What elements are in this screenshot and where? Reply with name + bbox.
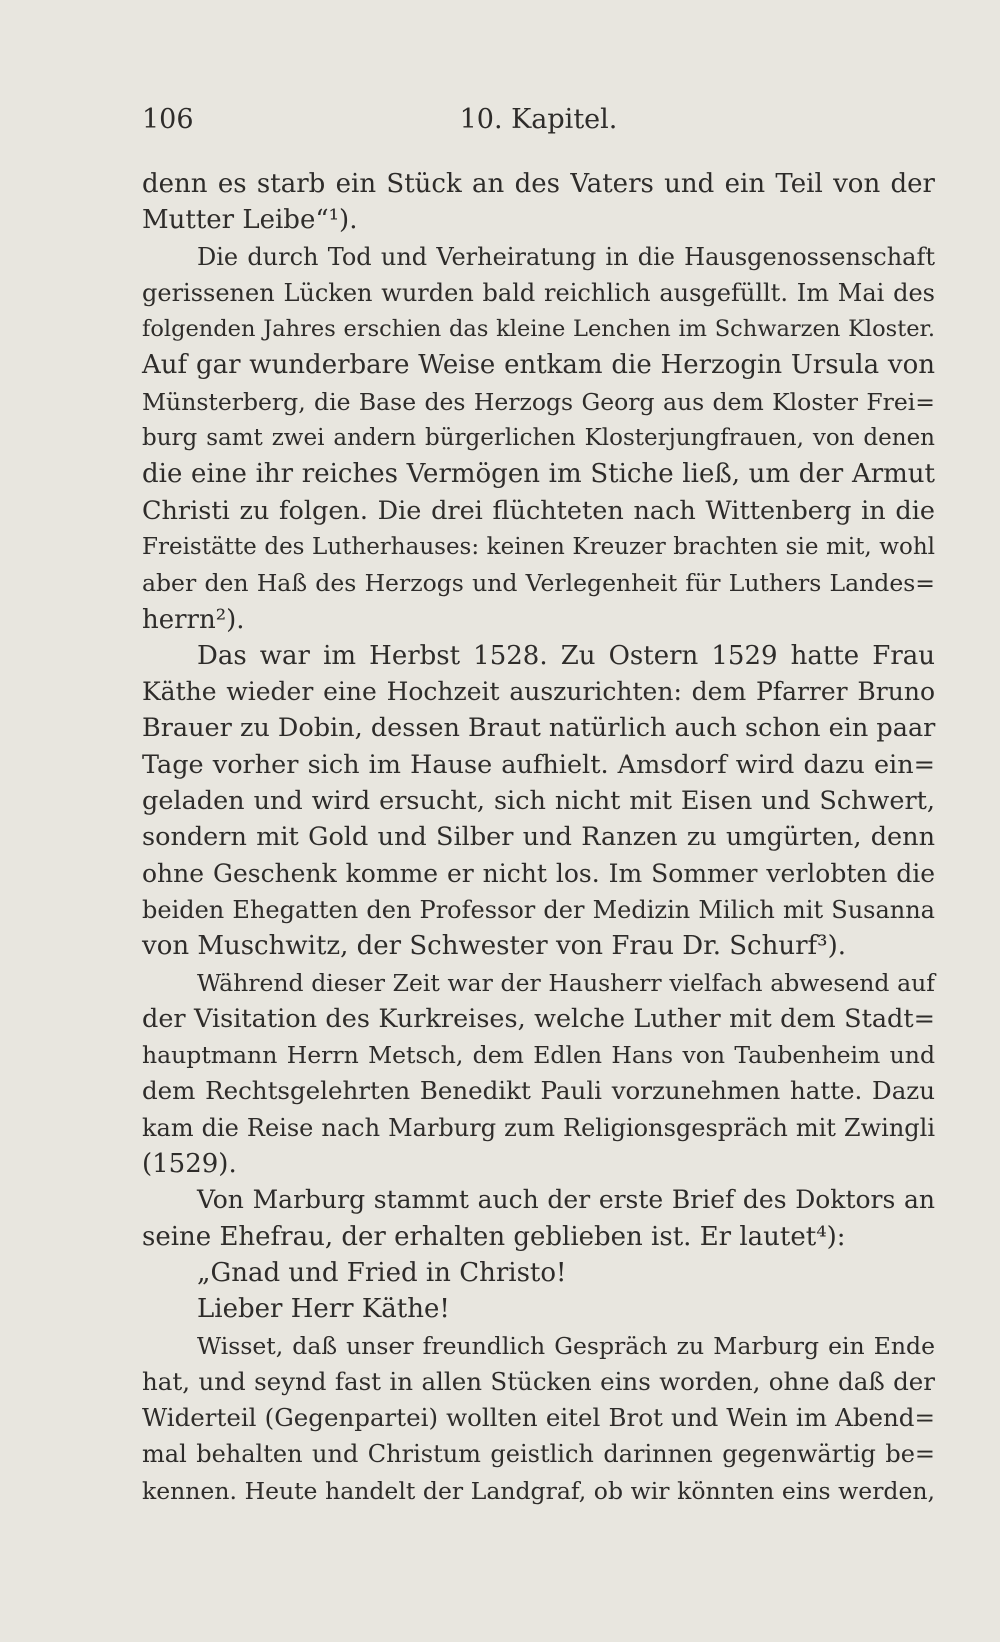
text-line: burg samt zwei andern bürgerlichen Klosterjungfrauen, von denen [142,425,935,452]
text-line: Mutter Leibe“¹). [142,205,358,236]
body-text [142,166,935,1509]
text-line: Christi zu folgen. Die drei flüchteten nach Wittenberg in die [142,495,935,526]
text-line: seine Ehefrau, der erhalten geblieben ist. Er lautet⁴): [142,1221,846,1252]
text-line: Lieber Herr Käthe! [197,1294,450,1325]
text-line: aber den Haß des Herzogs und Verlegenheit für Luthers Landes= [142,569,935,598]
text-line: sondern mit Gold und Silber und Ranzen zu umgürten, denn [142,822,935,853]
text-line: hat, und seynd fast in allen Stücken eins worden, ohne daß der [142,1366,935,1396]
text-line: Freistätte des Lutherhauses: keinen Kreuzer brachten sie mit, wohl [142,533,935,560]
chapter-title: 10. Kapitel. [459,104,618,135]
text-line: kam die Reise nach Marburg zum Religionsgespräch mit Zwingli [142,1113,935,1142]
text-line: geladen und wird ersucht, sich nicht mit Eisen und Schwert, [142,786,935,817]
text-line: von Muschwitz, der Schwester von Frau Dr. Schurf³). [142,931,846,962]
text-line: Münsterberg, die Base des Herzogs Georg aus dem Kloster Frei= [142,387,935,416]
text-line: denn es starb ein Stück an des Vaters und ein Teil von der [142,169,935,199]
text-line: Wisset, daß unser freundlich Gespräch zu Marburg ein Ende [197,1331,935,1360]
text-line: Tage vorher sich im Hause aufhielt. Amsdorf wird dazu ein= [142,749,935,780]
text-line: Brauer zu Dobin, dessen Braut natürlich auch schon ein paar [142,713,936,744]
text-line: „Gnad und Fried in Christo! [197,1257,567,1288]
text-line: mal behalten und Christum geistlich darinnen gegenwärtig be= [142,1440,935,1469]
text-line: dem Rechtsgelehrten Benedikt Pauli vorzunehmen hatte. Dazu [142,1076,935,1106]
text-line: Das war im Herbst 1528. Zu Ostern 1529 hatte Frau [197,640,935,671]
text-line: kennen. Heute handelt der Landgraf, ob wir könnten eins werden, [142,1476,935,1505]
text-line: beiden Ehegatten den Professor der Medizin Milich mit Susanna [142,895,935,924]
text-line: gerissenen Lücken wurden bald reichlich ausgefüllt. Im Mai des [142,278,935,307]
running-head [142,104,935,140]
text-line: die eine ihr reiches Vermögen im Stiche ließ, um der Armut [142,459,935,490]
text-line: Während dieser Zeit war der Hausherr vielfach abwesend auf [197,968,935,997]
text-line: ohne Geschenk komme er nicht los. Im Sommer verlobten die [142,858,935,888]
page-number: 106 [142,104,194,135]
text-line: herrn²). [142,604,245,635]
text-line: Von Marburg stammt auch der erste Brief des Doktors an [197,1185,935,1215]
text-line: hauptmann Herrn Metsch, dem Edlen Hans von Taubenheim und [142,1041,935,1070]
text-line: der Visitation des Kurkreises, welche Luther mit dem Stadt= [142,1003,935,1034]
text-line: Widerteil (Gegenpartei) wollten eitel Brot und Wein im Abend= [142,1403,935,1433]
text-line: Auf gar wunderbare Weise entkam die Herzogin Ursula von [142,350,935,381]
text-line: folgenden Jahres erschien das kleine Lenchen im Schwarzen Kloster. [142,316,935,343]
text-line: Die durch Tod und Verheiratung in die Hausgenossenschaft [197,242,935,271]
text-line: (1529). [142,1149,237,1180]
text-line: Käthe wieder eine Hochzeit auszurichten: dem Pfarrer Bruno [142,677,935,707]
